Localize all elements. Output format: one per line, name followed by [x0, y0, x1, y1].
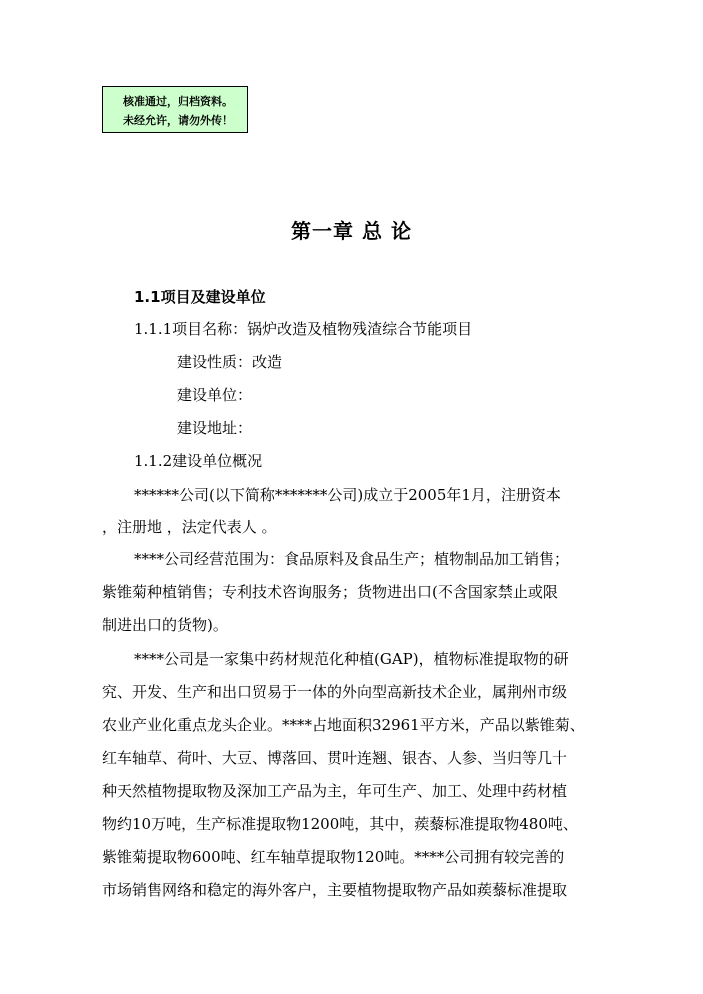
- stamp-line-2: 未经允许，请勿外传！: [123, 114, 233, 127]
- paragraph-3-line-2: 究、开发、生产和出口贸易于一体的外向型高新技术企业，属荆州市级: [102, 683, 568, 701]
- paragraph-3-line-6: 物约10万吨，生产标准提取物1200吨，其中，蒺藜标准提取物480吨、: [102, 815, 578, 833]
- paragraph-1-line-2: ，注册地 ，法定代表人 。: [102, 518, 277, 536]
- paragraph-3-line-4: 红车轴草、荷叶、大豆、博落回、贯叶连翘、银杏、人参、当归等几十: [102, 749, 568, 767]
- chapter-title: 第一章 总 论: [291, 219, 412, 243]
- paragraph-3-line-8: 市场销售网络和稳定的海外客户，主要植物提取物产品如蒺藜标准提取: [102, 881, 568, 899]
- paragraph-1-line-1: ******公司(以下简称*******公司)成立于2005年1月，注册资本: [134, 486, 561, 504]
- paragraph-2-line-2: 紫锥菊种植销售；专利技术咨询服务；货物进出口(不含国家禁止或限: [102, 583, 558, 601]
- confidential-stamp: [102, 86, 248, 133]
- paragraph-3-line-3: 农业产业化重点龙头企业。****占地面积32961平方米，产品以紫锥菊、: [102, 716, 585, 734]
- paragraph-3-line-5: 种天然植物提取物及深加工产品为主，年可生产、加工、处理中药材植: [102, 782, 568, 800]
- stamp-line-1: 核准通过，归档资料。: [123, 95, 233, 108]
- construction-unit-line: 建设单位：: [177, 386, 253, 404]
- section-heading: 1.1项目及建设单位: [134, 288, 266, 306]
- construction-nature-line: 建设性质：改造: [177, 353, 283, 371]
- unit-overview-heading: 1.1.2建设单位概况: [134, 452, 263, 470]
- paragraph-2-line-1: ****公司经营范围为：食品原料及食品生产；植物制品加工销售；: [134, 550, 570, 568]
- paragraph-3-line-1: ****公司是一家集中药材规范化种植(GAP)，植物标准提取物的研: [134, 650, 569, 668]
- paragraph-2-line-3: 制进出口的货物)。: [102, 616, 228, 634]
- project-name-line: 1.1.1项目名称：锅炉改造及植物残渣综合节能项目: [134, 320, 473, 338]
- paragraph-3-line-7: 紫锥菊提取物600吨、红车轴草提取物120吨。****公司拥有较完善的: [102, 848, 565, 866]
- construction-address-line: 建设地址：: [177, 419, 253, 437]
